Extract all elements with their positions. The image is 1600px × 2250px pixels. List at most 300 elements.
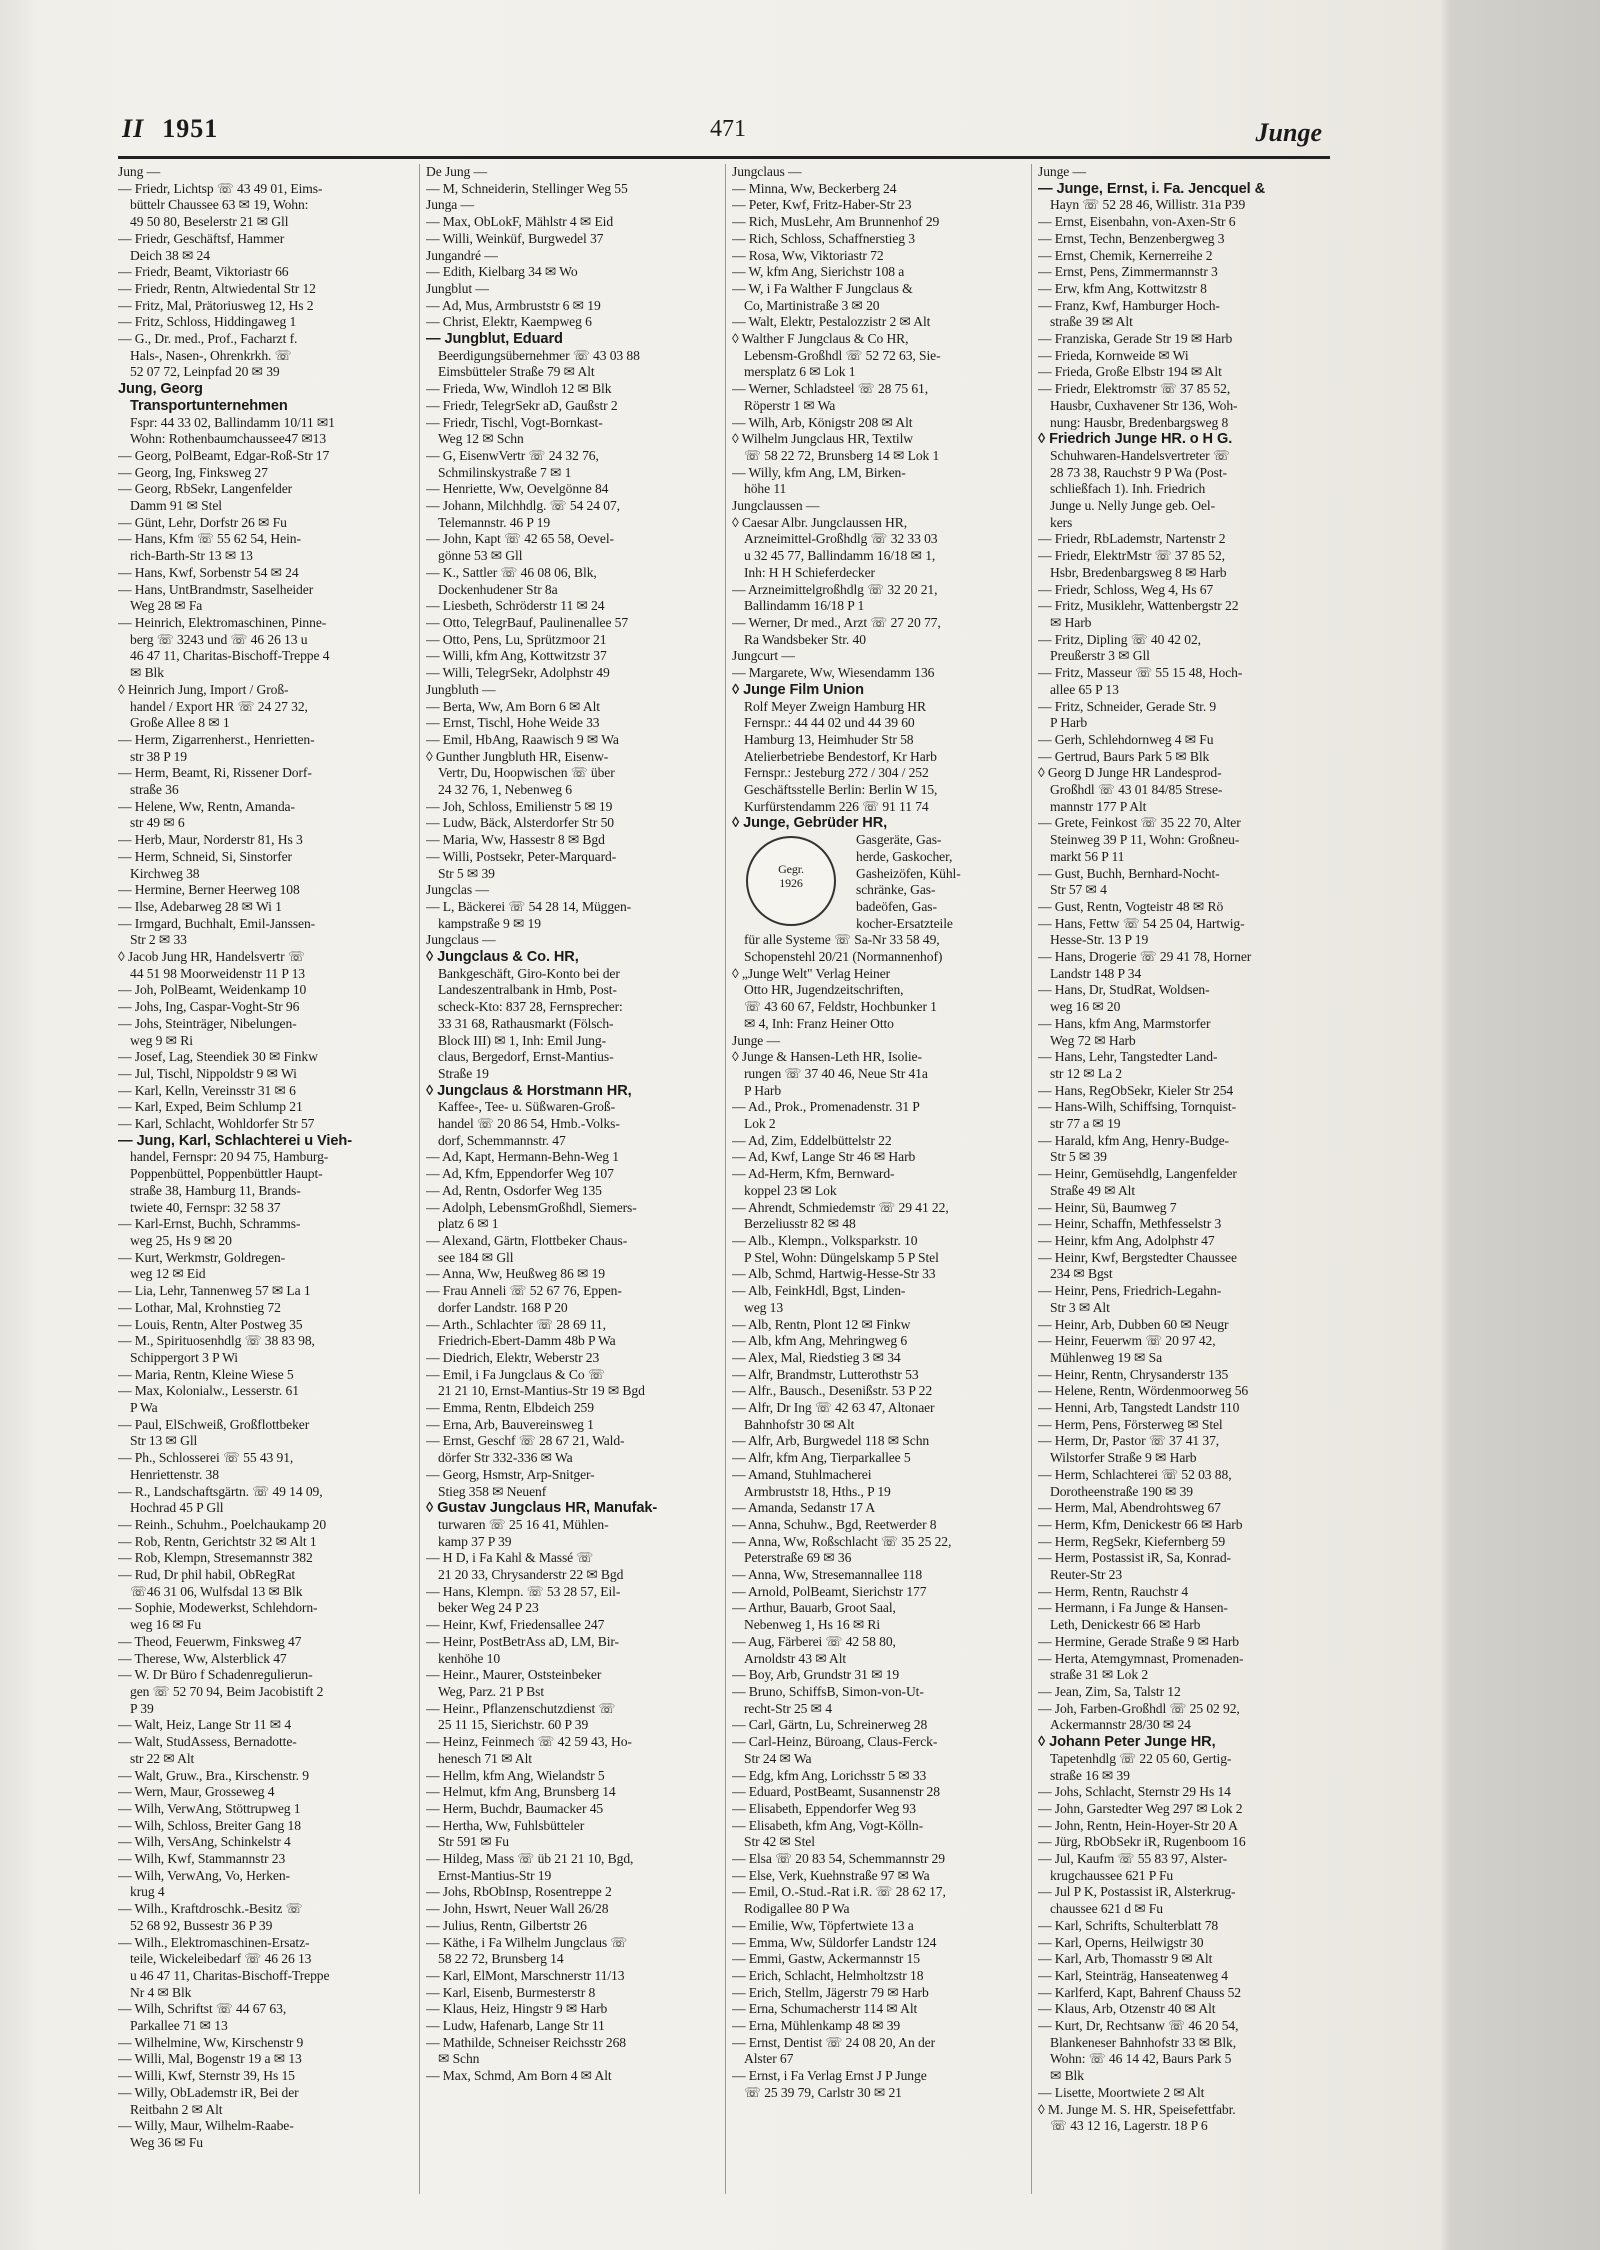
- directory-line: — Alb, Rentn, Plont 12 ✉ Finkw: [732, 1316, 911, 1332]
- volume-label: II: [122, 114, 145, 143]
- directory-line: straße 38, Hamburg 11, Brands-: [130, 1182, 301, 1198]
- directory-line: — Rosa, Ww, Viktoriastr 72: [732, 247, 884, 263]
- directory-line: — John, Rentn, Hein-Hoyer-Str 20 A: [1038, 1817, 1238, 1833]
- directory-line: — Ernst, Tischl, Hohe Weide 33: [426, 715, 600, 731]
- directory-line: Großhdl ☏ 43 01 84/85 Strese-: [1050, 782, 1223, 798]
- directory-line: — Heinr, Feuerwm ☏ 20 97 42,: [1038, 1333, 1216, 1349]
- directory-line: — Wilh, Arb, Königstr 208 ✉ Alt: [732, 414, 913, 430]
- directory-line: Peterstraße 69 ✉ 36: [744, 1550, 852, 1566]
- directory-line: Str 13 ✉ Gll: [130, 1433, 198, 1449]
- directory-line: str 49 ✉ 6: [130, 815, 185, 831]
- directory-line: ◊ Georg D Junge HR Landesprod-: [1038, 765, 1222, 781]
- directory-line: — Karl, Exped, Beim Schlump 21: [118, 1099, 303, 1115]
- directory-line: Co, Martinistraße 3 ✉ 20: [744, 297, 880, 313]
- directory-line: weg 9 ✉ Ri: [130, 1032, 193, 1048]
- directory-line: Gasgeräte, Gas-: [856, 832, 942, 848]
- directory-line: — Frau Anneli ☏ 52 67 76, Eppen-: [426, 1283, 622, 1299]
- directory-line: — Alfr, kfm Ang, Tierparkallee 5: [732, 1450, 911, 1466]
- directory-line: — Maria, Ww, Hassestr 8 ✉ Bgd: [426, 832, 605, 848]
- directory-line: — Jul P K, Postassist iR, Alsterkrug-: [1038, 1884, 1236, 1900]
- column-2: [426, 164, 718, 2194]
- directory-line: 44 51 98 Moorweidenstr 11 P 13: [130, 965, 305, 981]
- directory-line: — Ad, Mus, Armbruststr 6 ✉ 19: [426, 297, 601, 313]
- directory-line: Junga —: [426, 197, 475, 213]
- directory-line: — Friedr, ElektrMstr ☏ 37 85 52,: [1038, 548, 1225, 564]
- directory-line: Bankgeschäft, Giro-Konto bei der: [438, 965, 620, 981]
- directory-line: — Alfr., Bausch., Desenißstr. 53 P 22: [732, 1383, 933, 1399]
- directory-line: beker Weg 24 P 23: [438, 1600, 539, 1616]
- directory-line: für alle Systeme ☏ Sa-Nr 33 58 49,: [744, 932, 940, 948]
- directory-line: — Herm, Schneid, Si, Sinstorfer: [118, 848, 292, 864]
- directory-line: — Ad., Prok., Promenadenstr. 31 P: [732, 1099, 920, 1115]
- directory-line: Geschäftsstelle Berlin: Berlin W 15,: [744, 782, 938, 798]
- directory-line: — Arnold, PolBeamt, Sierichstr 177: [732, 1583, 927, 1599]
- directory-line: Jungclaus —: [426, 932, 496, 948]
- directory-line: — Käthe, i Fa Wilhelm Jungclaus ☏: [426, 1934, 628, 1950]
- directory-line: Wilstorfer Straße 9 ✉ Harb: [1050, 1450, 1197, 1466]
- directory-line: Gasheizöfen, Kühl-: [856, 865, 961, 881]
- directory-line: — Walt, Elektr, Pestalozzistr 2 ✉ Alt: [732, 314, 931, 330]
- directory-line: Weg 12 ✉ Schn: [438, 431, 524, 447]
- directory-line: Str 3 ✉ Alt: [1050, 1299, 1110, 1315]
- directory-line: P Wa: [130, 1400, 158, 1416]
- directory-line: — Frieda, Ww, Windloh 12 ✉ Blk: [426, 381, 612, 397]
- directory-line: — Wilh, Schriftst ☏ 44 67 63,: [118, 2001, 287, 2017]
- directory-line: u 46 47 11, Charitas-Bischoff-Treppe: [130, 1967, 330, 1983]
- directory-line: — Wilh, VerwAng, Stöttrupweg 1: [118, 1800, 301, 1816]
- directory-line: — John, Kapt ☏ 42 65 58, Oevel-: [426, 531, 614, 547]
- directory-line: — Hermann, i Fa Junge & Hansen-: [1038, 1600, 1228, 1616]
- directory-line: — Emilie, Ww, Töpfertwiete 13 a: [732, 1917, 914, 1933]
- directory-line: — Minna, Ww, Beckerberg 24: [732, 180, 897, 196]
- directory-line: Str 24 ✉ Wa: [744, 1750, 812, 1766]
- directory-line: handel, Fernspr: 20 94 75, Hamburg-: [130, 1149, 329, 1165]
- directory-line: — Max, Schmd, Am Born 4 ✉ Alt: [426, 2068, 612, 2084]
- directory-line: — Ludw, Bäck, Alsterdorfer Str 50: [426, 815, 614, 831]
- directory-line: Jungbluth —: [426, 681, 496, 697]
- directory-line: Preußerstr 3 ✉ Gll: [1050, 648, 1150, 664]
- directory-line: — Friedr, Beamt, Viktoriastr 66: [118, 264, 289, 280]
- directory-line: weg 12 ✉ Eid: [130, 1266, 206, 1282]
- directory-line: — Carl, Gärtn, Lu, Schreinerweg 28: [732, 1717, 928, 1733]
- directory-line: Friedrich-Ebert-Damm 48b P Wa: [438, 1333, 616, 1349]
- directory-line: Kirchweg 38: [130, 865, 200, 881]
- directory-line: — Karl, ElMont, Marschnerstr 11/13: [426, 1967, 625, 1983]
- directory-line: — Heinrich, Elektromaschinen, Pinne-: [118, 614, 327, 630]
- directory-line: — Christ, Elektr, Kaempweg 6: [426, 314, 592, 330]
- directory-line: — Eduard, PostBeamt, Susannenstr 28: [732, 1784, 940, 1800]
- directory-line: — Johs, RbObInsp, Rosentreppe 2: [426, 1884, 612, 1900]
- directory-line: — Mathilde, Schneiser Reichsstr 268: [426, 2034, 626, 2050]
- column-3: [732, 164, 1024, 2194]
- directory-line: weg 25, Hs 9 ✉ 20: [130, 1233, 232, 1248]
- directory-line: — Hans, Dr, StudRat, Woldsen-: [1038, 982, 1210, 998]
- directory-line: — Jul, Kaufm ☏ 55 83 97, Alster-: [1038, 1851, 1228, 1867]
- directory-line: — John, Garstedter Weg 297 ✉ Lok 2: [1038, 1800, 1243, 1816]
- directory-line: — Erna, Arb, Bauvereinsweg 1: [426, 1416, 594, 1432]
- directory-line: — Heinr, Schaffn, Methfesselstr 3: [1038, 1216, 1222, 1232]
- directory-line: — Margarete, Ww, Wiesendamm 136: [732, 665, 935, 681]
- directory-line: — Lisette, Moortwiete 2 ✉ Alt: [1038, 2084, 1205, 2100]
- column-1: [118, 164, 410, 2194]
- directory-line: — Heinr., Pflanzenschutzdienst ☏: [426, 1700, 616, 1716]
- directory-line: Nebenweg 1, Hs 16 ✉ Ri: [744, 1617, 881, 1633]
- directory-line: Landeszentralbank in Hmb, Post-: [438, 982, 617, 998]
- directory-line: — Joh, PolBeamt, Weidenkamp 10: [118, 982, 307, 998]
- directory-line: Reitbahn 2 ✉ Alt: [130, 2101, 223, 2117]
- directory-line: Telemannstr. 46 P 19: [438, 514, 551, 530]
- directory-line: Weg 28 ✉ Fa: [130, 598, 203, 614]
- directory-line: — Heinz, Feinmech ☏ 42 59 43, Ho-: [426, 1734, 632, 1750]
- directory-line: Weg 72 ✉ Harb: [1050, 1032, 1136, 1048]
- directory-line: — Gust, Buchh, Bernhard-Nocht-: [1038, 865, 1220, 881]
- directory-line: — Herm, Buchdr, Baumacker 45: [426, 1800, 604, 1816]
- directory-line: — H D, i Fa Kahl & Massé ☏: [426, 1550, 594, 1566]
- directory-line: ◊ Heinrich Jung, Import / Groß-: [118, 681, 289, 697]
- directory-line: Str 591 ✉ Fu: [438, 1834, 509, 1850]
- directory-line: straße 31 ✉ Lok 2: [1050, 1667, 1149, 1683]
- directory-line: — Herm, Zigarrenherst., Henrietten-: [118, 731, 315, 747]
- directory-line: — Willi, TelegrSekr, Adolphstr 49: [426, 665, 610, 681]
- directory-line: — Harald, kfm Ang, Henry-Budge-: [1038, 1132, 1229, 1148]
- directory-line: — Klaus, Arb, Otzenstr 40 ✉ Alt: [1038, 2001, 1216, 2017]
- directory-line: ◊ Junge, Gebrüder HR,: [732, 815, 888, 832]
- directory-line: — Willi, kfm Ang, Kottwitzstr 37: [426, 648, 607, 664]
- directory-line: 234 ✉ Bgst: [1050, 1266, 1113, 1282]
- directory-line: — Lia, Lehr, Tannenweg 57 ✉ La 1: [118, 1283, 311, 1299]
- directory-line: ◊ Caesar Albr. Jungclaussen HR,: [732, 514, 908, 530]
- directory-line: platz 6 ✉ 1: [438, 1216, 499, 1232]
- directory-line: 46 47 11, Charitas-Bischoff-Treppe 4: [130, 648, 330, 664]
- directory-line: — Berta, Ww, Am Born 6 ✉ Alt: [426, 698, 600, 714]
- directory-line: Schuhwaren-Handelsvertreter ☏: [1050, 447, 1230, 463]
- directory-line: — Heinr, Kwf, Bergstedter Chaussee: [1038, 1249, 1237, 1265]
- directory-line: — Willi, Mal, Bogenstr 19 a ✉ 13: [118, 2051, 302, 2067]
- header-rule: [118, 156, 1330, 159]
- directory-line: Str 2 ✉ 33: [130, 932, 187, 948]
- directory-line: — Hans-Wilh, Schiffsing, Tornquist-: [1038, 1099, 1237, 1115]
- directory-line: str 22 ✉ Alt: [130, 1750, 195, 1766]
- page-header: [118, 112, 1330, 162]
- directory-line: kers: [1050, 514, 1073, 530]
- directory-line: — Walt, Heiz, Lange Str 11 ✉ 4: [118, 1717, 292, 1733]
- directory-line: — Arthur, Bauarb, Groot Saal,: [732, 1600, 896, 1616]
- directory-line: — Hans, kfm Ang, Marmstorfer: [1038, 1015, 1211, 1031]
- directory-line: u 32 45 77, Ballindamm 16/18 ✉ 1,: [744, 548, 936, 564]
- seal-line-1: Gegr.: [778, 862, 804, 877]
- directory-line: Bahnhofstr 30 ✉ Alt: [744, 1416, 855, 1432]
- directory-line: — Jung, Karl, Schlachterei u Vieh-: [118, 1132, 352, 1149]
- seal-line-2: 1926: [779, 876, 803, 891]
- directory-line: — Hermine, Berner Heerweg 108: [118, 882, 300, 898]
- directory-line: — Georg, RbSekr, Langenfelder: [118, 481, 293, 497]
- directory-line: — Hans, Lehr, Tangstedter Land-: [1038, 1049, 1218, 1065]
- directory-line: — Therese, Ww, Alsterblick 47: [118, 1650, 287, 1666]
- directory-line: Straße 49 ✉ Alt: [1050, 1182, 1136, 1198]
- directory-line: — Willy, Maur, Wilhelm-Raabe-: [118, 2118, 294, 2134]
- directory-line: Ernst-Mantius-Str 19: [438, 1867, 552, 1883]
- directory-line: — Wern, Maur, Grosseweg 4: [118, 1784, 275, 1800]
- directory-line: Fernspr.: Jesteburg 272 / 304 / 252: [744, 765, 929, 781]
- directory-line: — Reinh., Schuhm., Poelchaukamp 20: [118, 1516, 327, 1532]
- directory-line: rungen ☏ 37 40 46, Neue Str 41a: [744, 1065, 928, 1081]
- running-head: Junge: [1255, 118, 1322, 147]
- directory-line: Lok 2: [744, 1116, 776, 1132]
- directory-line: — Ernst, Eisenbahn, von-Axen-Str 6: [1038, 214, 1236, 230]
- directory-line: — Franziska, Gerade Str 19 ✉ Harb: [1038, 331, 1233, 347]
- directory-line: — Alb, kfm Ang, Mehringweg 6: [732, 1333, 908, 1349]
- directory-line: — Karl, Schlacht, Wohldorfer Str 57: [118, 1116, 315, 1132]
- directory-line: — Fritz, Schneider, Gerade Str. 9: [1038, 698, 1217, 714]
- directory-line: — Heinr, Pens, Friedrich-Legahn-: [1038, 1283, 1222, 1299]
- directory-line: — Aug, Färberei ☏ 42 58 80,: [732, 1633, 896, 1649]
- directory-line: — Erw, kfm Ang, Kottwitzstr 8: [1038, 280, 1207, 296]
- directory-line: — Wilh., Kraftdroschk.-Besitz ☏: [118, 1901, 303, 1917]
- directory-line: Schippergort 3 P Wi: [130, 1349, 238, 1365]
- directory-line: schließfach 1). Inh. Friedrich: [1050, 481, 1206, 497]
- directory-line: — Irmgard, Buchhalt, Emil-Janssen-: [118, 915, 316, 931]
- directory-line: De Jung —: [426, 164, 488, 179]
- directory-line: claus, Bergedorf, Ernst-Mantius-: [438, 1049, 614, 1065]
- directory-line: — Wilh, Schloss, Breiter Gang 18: [118, 1817, 301, 1833]
- directory-line: — Adolph, LebensmGroßhdl, Siemers-: [426, 1199, 637, 1215]
- directory-line: — Herm, Rentn, Rauchstr 4: [1038, 1583, 1189, 1599]
- directory-line: Arzneimittel-Großhdlg ☏ 32 33 03: [744, 531, 938, 547]
- directory-line: straße 36: [130, 782, 179, 798]
- directory-line: Junge —: [1038, 164, 1087, 179]
- directory-line: koppel 23 ✉ Lok: [744, 1182, 837, 1198]
- directory-line: — Alb, Schmd, Hartwig-Hesse-Str 33: [732, 1266, 936, 1282]
- directory-line: — G., Dr. med., Prof., Facharzt f.: [118, 331, 298, 347]
- directory-line: — Boy, Arb, Grundstr 31 ✉ 19: [732, 1667, 900, 1683]
- directory-line: ✉ Schn: [438, 2051, 480, 2067]
- directory-line: ◊ Gunther Jungbluth HR, Eisenw-: [426, 748, 609, 764]
- directory-line: — Helene, Ww, Rentn, Amanda-: [118, 798, 295, 814]
- directory-line: ☏ 43 60 67, Feldstr, Hochbunker 1: [744, 999, 937, 1015]
- directory-line: Weg, Parz. 21 P Bst: [438, 1683, 544, 1699]
- directory-line: — Alfr, Brandmstr, Lutterothstr 53: [732, 1366, 919, 1382]
- directory-line: Weg 36 ✉ Fu: [130, 2134, 204, 2150]
- directory-line: gönne 53 ✉ Gll: [438, 548, 523, 564]
- directory-line: — Ernst, Chemik, Kernerreihe 2: [1038, 247, 1213, 263]
- directory-line: ◊ Junge & Hansen-Leth HR, Isolie-: [732, 1049, 922, 1065]
- directory-line: — Ad, Zim, Eddelbüttelstr 22: [732, 1132, 892, 1148]
- directory-line: mersplatz 6 ✉ Lok 1: [744, 364, 856, 380]
- directory-line: Hayn ☏ 52 28 46, Willistr. 31a P39: [1050, 197, 1246, 213]
- directory-line: Inh: H H Schieferdecker: [744, 564, 875, 580]
- directory-line: Fspr: 44 33 02, Ballindamm 10/11 ✉1: [130, 414, 335, 430]
- directory-line: — Werner, Dr med., Arzt ☏ 27 20 77,: [732, 614, 941, 630]
- directory-line: — Hans, UntBrandmstr, Saselheider: [118, 581, 314, 597]
- column-4: [1038, 164, 1330, 2194]
- directory-line: teile, Wickeleibedarf ☏ 46 26 13: [130, 1951, 312, 1967]
- directory-line: Schopenstehl 20/21 (Normannenhof): [744, 949, 943, 965]
- directory-line: Junge u. Nelly Junge geb. Oel-: [1050, 498, 1215, 514]
- directory-line: — Elisabeth, kfm Ang, Vogt-Kölln-: [732, 1817, 924, 1833]
- directory-line: Nr 4 ✉ Blk: [130, 1984, 192, 2000]
- directory-line: straße 39 ✉ Alt: [1050, 314, 1133, 330]
- directory-line: handel / Export HR ☏ 24 27 32,: [130, 698, 308, 714]
- directory-line: — Gust, Rentn, Vogteistr 48 ✉ Rö: [1038, 898, 1224, 914]
- directory-line: berg ☏ 3243 und ☏ 46 26 13 u: [130, 631, 308, 647]
- directory-line: Reuter-Str 23: [1050, 1567, 1123, 1583]
- directory-line: höhe 11: [744, 481, 787, 497]
- directory-line: büttelr Chaussee 63 ✉ 19, Wohn:: [130, 197, 309, 213]
- directory-line: — Lothar, Mal, Krohnstieg 72: [118, 1299, 281, 1315]
- directory-line: — Hans, RegObSekr, Kieler Str 254: [1038, 1082, 1234, 1098]
- directory-line: — Karl, Arb, Thomasstr 9 ✉ Alt: [1038, 1951, 1213, 1967]
- directory-line: kenhöhe 10: [438, 1650, 501, 1666]
- directory-line: 25 11 15, Sierichstr. 60 P 39: [438, 1717, 589, 1733]
- directory-line: Rodigallee 80 P Wa: [744, 1901, 850, 1917]
- directory-line: — Herm, Beamt, Ri, Rissener Dorf-: [118, 765, 312, 781]
- directory-line: Str 57 ✉ 4: [1050, 882, 1107, 898]
- directory-line: str 38 P 19: [130, 748, 187, 764]
- directory-line: Junge —: [732, 1032, 781, 1048]
- directory-line: Str 5 ✉ 39: [438, 865, 495, 881]
- directory-line: — Hildeg, Mass ☏ üb 21 21 10, Bgd,: [426, 1851, 634, 1867]
- directory-line: ◊ Gustav Jungclaus HR, Manufak-: [426, 1500, 658, 1517]
- directory-line: — Herm, Dr, Pastor ☏ 37 41 37,: [1038, 1433, 1220, 1449]
- directory-line: — W, kfm Ang, Sierichstr 108 a: [732, 264, 905, 280]
- directory-line: nung: Hausbr, Bredenbargsweg 8: [1050, 414, 1229, 430]
- directory-line: — Ad-Herm, Kfm, Bernward-: [732, 1166, 895, 1182]
- directory-line: — Alex, Mal, Riedstieg 3 ✉ 34: [732, 1349, 901, 1365]
- directory-line: — Ad, Kwf, Lange Str 46 ✉ Harb: [732, 1149, 916, 1165]
- directory-line: — Alb, FeinkHdl, Bgst, Linden-: [732, 1283, 906, 1299]
- directory-line: kocher-Ersatzteile: [856, 915, 953, 931]
- directory-line: — Hans, Drogerie ☏ 29 41 78, Horner: [1038, 949, 1252, 965]
- directory-line: ◊ „Junge Welt" Verlag Heiner: [732, 965, 891, 981]
- directory-line: Eimsbütteler Straße 79 ✉ Alt: [438, 364, 595, 380]
- directory-line: — Georg, Ing, Finksweg 27: [118, 464, 268, 480]
- directory-line: Jungclaussen —: [732, 498, 820, 514]
- directory-line: Jungclas —: [426, 882, 489, 898]
- directory-line: Stieg 358 ✉ Neuenf: [438, 1483, 547, 1499]
- directory-line: — Heinr, Gemüsehdlg, Langenfelder: [1038, 1166, 1237, 1182]
- directory-line: Kaffee-, Tee- u. Süßwaren-Groß-: [438, 1099, 615, 1115]
- directory-line: — Grete, Feinkost ☏ 35 22 70, Alter: [1038, 815, 1241, 831]
- directory-line: Mühlenweg 19 ✉ Sa: [1050, 1349, 1163, 1365]
- directory-line: — Jul, Tischl, Nippoldstr 9 ✉ Wi: [118, 1065, 297, 1081]
- directory-line: — Friedr, TelegrSekr aD, Gaußstr 2: [426, 397, 618, 413]
- directory-line: — Carl-Heinz, Büroang, Claus-Ferck-: [732, 1734, 938, 1750]
- directory-line: Berzeliusstr 82 ✉ 48: [744, 1216, 856, 1232]
- directory-line: — Johann, Milchhdlg. ☏ 54 24 07,: [426, 498, 620, 514]
- directory-line: Parkallee 71 ✉ 13: [130, 2018, 228, 2034]
- directory-line: Leth, Denickestr 66 ✉ Harb: [1050, 1617, 1201, 1633]
- directory-line: — Erich, Stellm, Jägerstr 79 ✉ Harb: [732, 1984, 929, 2000]
- directory-line: — Herm, RegSekr, Kiefernberg 59: [1038, 1533, 1226, 1549]
- directory-line: — K., Sattler ☏ 46 08 06, Blk,: [426, 564, 597, 580]
- directory-line: — Friedr, Schloss, Weg 4, Hs 67: [1038, 581, 1214, 597]
- directory-line: — Peter, Kwf, Fritz-Haber-Str 23: [732, 197, 912, 213]
- directory-line: Kurfürstendamm 226 ☏ 91 11 74: [744, 798, 929, 814]
- directory-line: kampstraße 9 ✉ 19: [438, 915, 541, 931]
- directory-line: — Friedr, Lichtsp ☏ 43 49 01, Eims-: [118, 180, 323, 196]
- directory-line: — Ernst, Geschf ☏ 28 67 21, Wald-: [426, 1433, 625, 1449]
- directory-line: ✉ Blk: [1050, 2068, 1084, 2084]
- directory-line: — John, Hswrt, Neuer Wall 26/28: [426, 1901, 609, 1917]
- directory-line: Röperstr 1 ✉ Wa: [744, 397, 836, 413]
- directory-line: — Sophie, Modewerkst, Schlehdorn-: [118, 1600, 318, 1616]
- directory-line: — Amand, Stuhlmacherei: [732, 1466, 872, 1482]
- directory-line: — Alfr, Arb, Burgwedel 118 ✉ Schn: [732, 1433, 930, 1449]
- directory-line: — Fritz, Masseur ☏ 55 15 48, Hoch-: [1038, 665, 1243, 681]
- directory-line: — Jean, Zim, Sa, Talstr 12: [1038, 1683, 1181, 1699]
- directory-line: — Helene, Rentn, Wördenmoorweg 56: [1038, 1383, 1249, 1399]
- directory-line: — Edg, kfm Ang, Lorichsstr 5 ✉ 33: [732, 1767, 927, 1783]
- directory-line: — Heinr, Rentn, Chrysanderstr 135: [1038, 1366, 1229, 1382]
- directory-line: — Alb., Klempn., Volksparkstr. 10: [732, 1233, 918, 1248]
- directory-line: see 184 ✉ Gll: [438, 1249, 514, 1265]
- directory-line: Jungclaus —: [732, 164, 802, 179]
- directory-line: — Willi, Kwf, Sternstr 39, Hs 15: [118, 2068, 295, 2084]
- directory-line: — Wilh, VersAng, Schinkelstr 4: [118, 1834, 291, 1850]
- directory-line: — Hans, Kfm ☏ 55 62 54, Hein-: [118, 531, 301, 547]
- directory-line: — Joh, Schloss, Emilienstr 5 ✉ 19: [426, 798, 613, 814]
- directory-line: — Henni, Arb, Tangstedt Landstr 110: [1038, 1400, 1240, 1416]
- directory-line: ◊ Junge Film Union: [732, 681, 864, 698]
- directory-line: — Junge, Ernst, i. Fa. Jencquel &: [1038, 180, 1266, 197]
- directory-line: — Erich, Schlacht, Helmholtzstr 18: [732, 1967, 924, 1983]
- directory-line: — Arth., Schlachter ☏ 28 69 11,: [426, 1316, 606, 1332]
- directory-line: — Louis, Rentn, Alter Postweg 35: [118, 1316, 303, 1332]
- directory-line: kamp 37 P 39: [438, 1533, 512, 1549]
- directory-line: — Ernst, i Fa Verlag Ernst J P Junge: [732, 2068, 927, 2084]
- directory-line: Blankeneser Bahnhofstr 33 ✉ Blk,: [1050, 2034, 1237, 2050]
- directory-line: 21 20 33, Chrysanderstr 22 ✉ Bgd: [438, 1567, 624, 1583]
- directory-line: — Liesbeth, Schröderstr 11 ✉ 24: [426, 598, 605, 614]
- directory-line: Armbruststr 18, Hths., P 19: [744, 1483, 891, 1499]
- directory-line: Große Allee 8 ✉ 1: [130, 715, 230, 731]
- directory-line: — Kurt, Dr, Rechtsanw ☏ 46 20 54,: [1038, 2018, 1239, 2034]
- directory-line: — Fritz, Musiklehr, Wattenbergstr 22: [1038, 598, 1239, 614]
- directory-line: Vertr, Du, Hoopwischen ☏ über: [438, 765, 615, 781]
- directory-line: krugchaussee 621 P Fu: [1050, 1867, 1174, 1883]
- directory-line: allee 65 P 13: [1050, 681, 1119, 697]
- directory-line: — Karl, Schrifts, Schulterblatt 78: [1038, 1917, 1219, 1933]
- directory-line: — Frieda, Kornweide ✉ Wi: [1038, 347, 1189, 363]
- directory-line: 33 31 68, Rathausmarkt (Fölsch-: [438, 1015, 614, 1031]
- directory-line: — Rob, Klempn, Stresemannstr 382: [118, 1550, 313, 1566]
- directory-line: — Karl, Eisenb, Burmesterstr 8: [426, 1984, 596, 2000]
- directory-line: — Friedr, Elektromstr ☏ 37 85 52,: [1038, 381, 1231, 397]
- directory-line: Tapetenhdlg ☏ 22 05 60, Gertig-: [1050, 1750, 1232, 1766]
- directory-line: henesch 71 ✉ Alt: [438, 1750, 532, 1766]
- directory-line: — Georg, PolBeamt, Edgar-Roß-Str 17: [118, 447, 330, 463]
- directory-line: Steinweg 39 P 11, Wohn: Großneu-: [1050, 832, 1240, 848]
- directory-line: 52 07 72, Leinpfad 20 ✉ 39: [130, 364, 280, 380]
- directory-line: str 12 ✉ La 2: [1050, 1065, 1123, 1081]
- directory-line: Poppenbüttel, Poppenbüttler Haupt-: [130, 1166, 323, 1182]
- directory-line: schränke, Gas-: [856, 882, 936, 898]
- directory-line: Alster 67: [744, 2051, 794, 2067]
- directory-line: — Hans, Kwf, Sorbenstr 54 ✉ 24: [118, 564, 299, 580]
- column-divider: [419, 164, 420, 2194]
- directory-line: Hsbr, Bredenbargsweg 8 ✉ Harb: [1050, 564, 1227, 580]
- directory-line: 58 22 72, Brunsberg 14: [438, 1951, 564, 1967]
- directory-line: — Paul, ElSchweiß, Großflottbeker: [118, 1416, 310, 1432]
- column-divider: [1031, 164, 1032, 2194]
- directory-line: 52 68 92, Bussestr 36 P 39: [130, 1917, 273, 1933]
- directory-line: Ra Wandsbeker Str. 40: [744, 631, 866, 647]
- directory-line: — Helmut, kfm Ang, Brunsberg 14: [426, 1784, 616, 1800]
- directory-line: — Anna, Ww, Heußweg 86 ✉ 19: [426, 1266, 605, 1282]
- directory-line: — Ph., Schlosserei ☏ 55 43 91,: [118, 1450, 294, 1466]
- directory-line: — Karl, Steinträg, Hanseatenweg 4: [1038, 1967, 1228, 1983]
- directory-line: weg 13: [744, 1299, 784, 1315]
